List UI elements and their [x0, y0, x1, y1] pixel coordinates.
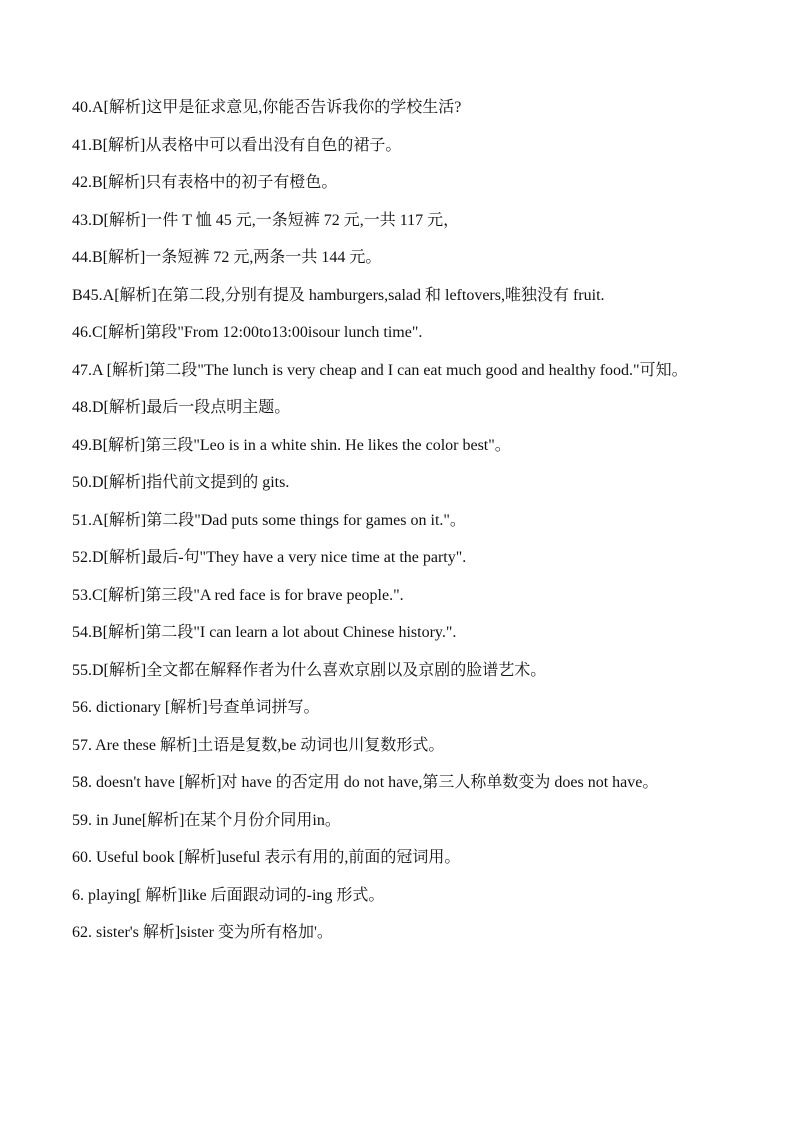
- answer-line-50: 50.D[解析]指代前文提到的 gits.: [72, 474, 290, 491]
- answer-line-53: 53.C[解析]第三段"A red face is for brave people.".: [72, 586, 404, 604]
- answer-line-58: 58. doesn't have [解析]对 have 的否定用 do not have,第三人称单数变为 does not have。: [72, 774, 659, 791]
- answer-line-60: 60. Useful book [解析]useful 表示有用的,前面的冠词用。: [72, 849, 461, 866]
- answer-line-57: 57. Are these 解析]土语是复数,be 动词也川复数形式。: [72, 736, 445, 754]
- answer-line-56: 56. dictionary [解析]号查单词拼写。: [72, 699, 320, 716]
- answer-line-61: 6. playing[ 解析]like 后面跟动词的-ing 形式。: [72, 886, 385, 904]
- answer-line-52: 52.D[解析]最后-句"They have a very nice time at the party".: [72, 549, 467, 566]
- answer-line-42: 42.B[解析]只有表格中的初子有橙色。: [72, 174, 338, 191]
- answer-line-54: 54.B[解析]第二段"I can learn a lot about Chinese history.".: [72, 624, 457, 641]
- answer-explanations: [72, 96, 722, 959]
- answer-line-45: B45.A[解析]在第二段,分别有提及 hamburgers,salad 和 leftovers,唯独没有 fruit.: [72, 286, 605, 304]
- answer-line-47: 47.A [解析]第二段"The lunch is very cheap and I can eat much good and healthy food."可知。: [72, 361, 688, 379]
- answer-line-62: 62. sister's 解析]sister 变为所有格加'。: [72, 924, 333, 941]
- answer-line-43: 43.D[解析]一件 T 恤 45 元,一条短裤 72 元,一共 117 元，: [72, 211, 460, 229]
- answer-line-59: 59. in June[解析]在某个月份介同用in。: [72, 811, 341, 829]
- answer-line-49: 49.B[解析]第三段"Leo is in a white shin. He likes the color best"。: [72, 436, 511, 454]
- answer-line-44: 44.B[解析]一条短裤 72 元,两条一共 144 元。: [72, 249, 382, 266]
- answer-line-46: 46.C[解析]第段"From 12:00to13:00isour lunch time".: [72, 324, 423, 341]
- answer-line-55: 55.D[解析]全文都在解释作者为什么喜欢京剧以及京剧的脸谱艺术。: [72, 661, 547, 679]
- answer-line-40: 40.A[解析]这甲是征求意见,你能否告诉我你的学校生活?: [72, 99, 462, 116]
- answer-line-51: 51.A[解析]第二段"Dad puts some things for games on it."。: [72, 511, 466, 529]
- answer-line-48: 48.D[解析]最后一段点明主题。: [72, 399, 291, 416]
- answer-line-41: 41.B[解析]从表格中可以看出没有自色的裙子。: [72, 136, 402, 154]
